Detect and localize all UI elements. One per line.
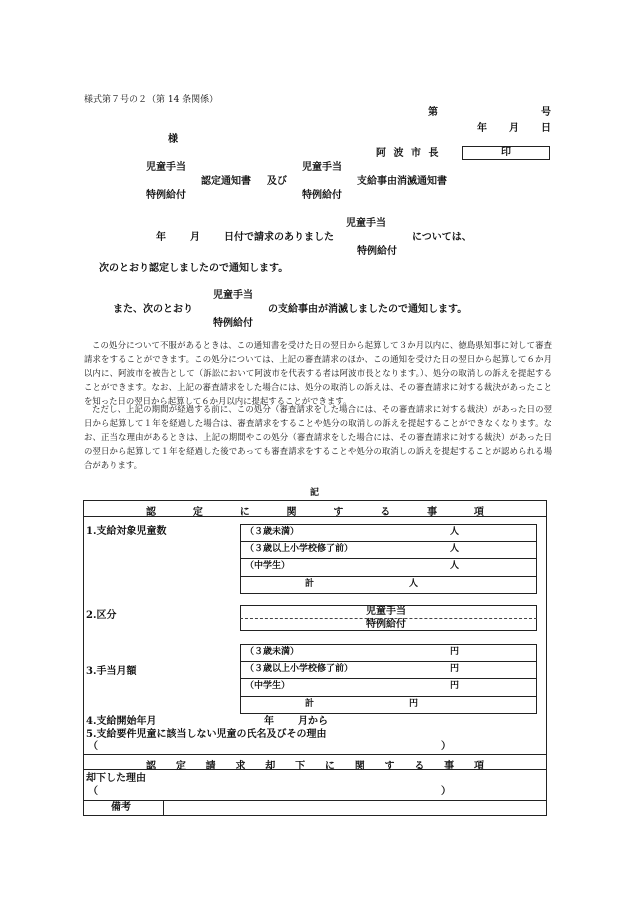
notice-request-text: 日付で請求のありました xyxy=(224,232,334,243)
row-label: （中学生） xyxy=(245,561,291,571)
heading-char: に xyxy=(324,761,335,772)
notice-tokurei: 特例給付 xyxy=(357,246,397,257)
row-label: （中学生） xyxy=(245,681,291,691)
heading-char: 定 xyxy=(192,507,203,518)
date-year: 年 xyxy=(477,123,487,134)
item5-label: 5.支給要件児童に該当しない児童の氏名及びその理由 xyxy=(86,729,327,740)
divider xyxy=(240,696,537,697)
heading-char: 事 xyxy=(427,507,438,518)
total-unit: 円 xyxy=(409,699,419,709)
notice-certified: 次のとおり認定しましたので通知します。 xyxy=(99,263,289,274)
item5-paren-open: （ xyxy=(88,741,98,752)
item3-label: 3.手当月額 xyxy=(86,666,137,677)
divider xyxy=(240,541,537,542)
heading-char: 認 xyxy=(146,761,156,772)
remarks-label: 備考 xyxy=(111,802,131,813)
kubun-option: 特例給付 xyxy=(366,619,406,630)
item4-label: 4.支給開始年月 xyxy=(86,716,157,727)
total-label: 計 xyxy=(305,579,315,589)
heading-char: 項 xyxy=(473,507,484,518)
item2-label: 2.区分 xyxy=(86,610,117,621)
heading-char: る xyxy=(380,507,391,518)
doc-number-suffix: 号 xyxy=(541,107,551,118)
item1-label: 1.支給対象児童数 xyxy=(86,526,167,537)
date-month: 月 xyxy=(509,123,519,134)
seal-label: 印 xyxy=(501,147,511,158)
row-unit: 人 xyxy=(450,561,460,571)
row-unit: 円 xyxy=(450,647,460,657)
divider xyxy=(240,661,537,662)
heading-char: 請 xyxy=(205,761,216,772)
row-label: （３歳未満） xyxy=(245,527,300,537)
reason-label: 却下した理由 xyxy=(86,773,146,784)
row-unit: 人 xyxy=(450,544,460,554)
title-nintei: 認定通知書 xyxy=(201,176,251,187)
appeal-paragraph-1: この処分について不服があるときは、この通知書を受けた日の翌日から起算して３か月以内に、徳島県知事に対して審査請求をすることができます。この処分については、上記の審査請求のほか、この通知を受けた日の翌日から起算して６か月以内に、阿波市を被告として（訴訟において阿波市を代表する者は阿波市長となります。）、処分の取消しの訴えを提起することができます。なお、上記の審査請求をした場合には、処分の取消しの訴えは、その審査請求に対する裁決があったことを知った日の翌日から起算して６か月以内に提起することができます。 xyxy=(84,340,552,406)
reason-paren-close: ） xyxy=(441,786,451,797)
heading-char: 認 xyxy=(146,507,156,518)
form-number: 様式第７号の２（第 14 条関係） xyxy=(84,95,219,105)
notice-year: 年 xyxy=(156,232,166,243)
notice-regarding: については、 xyxy=(412,232,472,243)
item5-paren-close: ） xyxy=(441,741,451,752)
item4-month: 月から xyxy=(298,716,328,727)
divider xyxy=(83,769,547,770)
row-label: （３歳以上小学校修了前） xyxy=(245,544,354,554)
title-jido-1: 児童手当 xyxy=(146,162,186,173)
row-unit: 円 xyxy=(450,681,460,691)
heading-char: 定 xyxy=(175,761,186,772)
kubun-option: 児童手当 xyxy=(366,606,406,617)
addressee-suffix: 様 xyxy=(168,134,178,145)
issuer-name: 阿 波 市 長 xyxy=(376,148,441,159)
extinguished-text: の支給事由が消滅しましたので通知します。 xyxy=(268,304,468,315)
row-unit: 円 xyxy=(450,664,460,674)
title-tokurei-1: 特例給付 xyxy=(146,190,186,201)
heading-char: 却 xyxy=(265,761,276,772)
notice-month: 月 xyxy=(190,232,200,243)
heading-char: 下 xyxy=(295,761,306,772)
title-jido-2: 児童手当 xyxy=(302,162,342,173)
row-label: （３歳以上小学校修了前） xyxy=(245,664,354,674)
remarks-divider xyxy=(163,800,164,816)
row-label: （３歳未満） xyxy=(245,647,300,657)
heading-char: 求 xyxy=(235,761,246,772)
reason-paren-open: （ xyxy=(88,786,98,797)
divider xyxy=(83,800,547,801)
heading-char: に xyxy=(239,507,250,518)
heading-char: 関 xyxy=(286,507,297,518)
total-unit: 人 xyxy=(409,579,419,589)
date-day: 日 xyxy=(541,123,551,134)
also-text: また、次のとおり xyxy=(113,304,193,315)
divider xyxy=(240,678,537,679)
divider xyxy=(240,558,537,559)
divider xyxy=(83,754,547,755)
heading-char: す xyxy=(384,761,395,772)
also-jido: 児童手当 xyxy=(213,290,253,301)
doc-number-prefix: 第 xyxy=(428,107,438,118)
heading-char: 関 xyxy=(354,761,365,772)
seal-box xyxy=(462,146,550,160)
divider xyxy=(83,516,547,517)
notice-jido: 児童手当 xyxy=(346,218,386,229)
item4-year: 年 xyxy=(264,716,274,727)
title-oyobi: 及び xyxy=(267,176,287,187)
heading-char: 項 xyxy=(473,761,484,772)
heading-char: 事 xyxy=(444,761,455,772)
divider xyxy=(240,576,537,577)
heading-char: る xyxy=(414,761,425,772)
appeal-paragraph-2: ただし、上記の期間が経過する前に、この処分（審査請求をした場合には、その審査請求に対する裁決）があった日の翌日から起算して１年を経過した場合は、審査請求をすることや処分の取消しの訴えを提起することができなくなります。なお、正当な理由があるときは、上記の期間やこの処分（審査請求をした場合には、その審査請求に対する裁決）があった日の翌日から起算して１年を経過した後であっても審査請求をすることや処分の取消しの訴えを提起することが認められる場合があります。 xyxy=(84,404,552,470)
ki-label: 記 xyxy=(310,488,320,498)
heading-char: す xyxy=(333,507,344,518)
title-tokurei-2: 特例給付 xyxy=(302,190,342,201)
also-tokurei: 特例給付 xyxy=(213,318,253,329)
title-shikyu: 支給事由消滅通知書 xyxy=(357,176,447,187)
row-unit: 人 xyxy=(450,527,460,537)
total-label: 計 xyxy=(305,699,315,709)
